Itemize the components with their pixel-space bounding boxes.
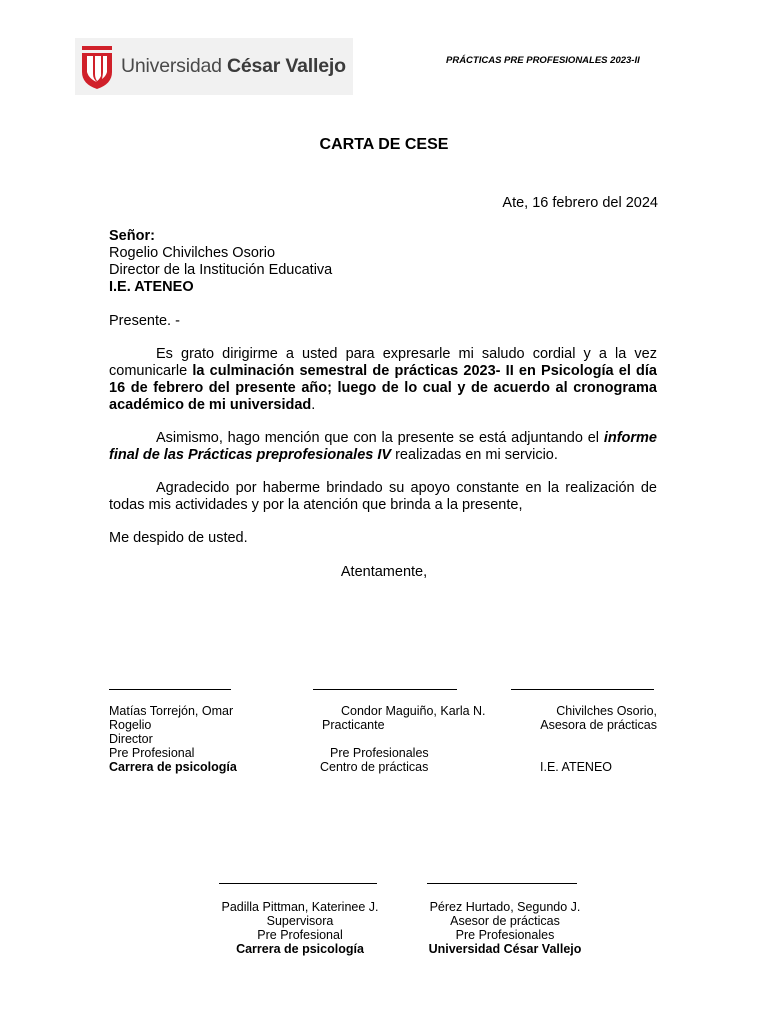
signature-block-practicante-role: Practicante (322, 718, 385, 732)
paragraph-2: Asimismo, hago mención que con la presente se está adjuntando el informe final de las Prácticas preprofesionales IV realizadas en mi servicio. (109, 430, 657, 463)
closing-line: Me despido de usted. (109, 530, 248, 546)
signature-block-asesora-org: I.E. ATENEO (540, 760, 613, 774)
university-logo (75, 38, 353, 95)
salutation: Señor: (109, 228, 155, 244)
signature-line-2 (313, 689, 457, 690)
signature-line-5 (427, 883, 577, 884)
signature-line-1 (109, 689, 231, 690)
regards-line: Atentamente, (340, 564, 428, 580)
university-shield-icon (81, 44, 113, 90)
paragraph-2-bold-italic: informe final de las Prácticas preprofesionales IV (109, 430, 657, 463)
recipient-name: Rogelio Chivilches Osorio (109, 245, 276, 261)
letter-title: CARTA DE CESE (319, 136, 449, 153)
paragraph-3: Agradecido por haberme brindado su apoyo constante en la realización de todas mis actividades y por la atención que brinda a la presente, (109, 480, 657, 513)
signer-name: Matías Torrejón, Omar (109, 704, 234, 718)
letter-date: Ate, 16 febrero del 2024 (502, 195, 658, 211)
logo-wordmark: Universidad César Vallejo (121, 55, 346, 77)
signer-name: Chivilches Osorio, (556, 704, 657, 718)
signer-name: Pérez Hurtado, Segundo J. (429, 900, 581, 914)
recipient-org: I.E. ATENEO (109, 279, 194, 295)
signature-block-practicante-name: Condor Maguiño, Karla N. (341, 704, 486, 718)
signature-block-asesora: Chivilches Osorio, Asesora de prácticas (540, 704, 657, 732)
recipient-role: Director de la Institución Educativa (109, 262, 333, 278)
signature-block-supervisora: Padilla Pittman, Katerinee J. Supervisora Pre Profesional Carrera de psicología (219, 900, 381, 956)
signature-block-asesor: Pérez Hurtado, Segundo J. Asesor de prácticas Pre Profesionales Universidad César Vallejo (420, 900, 590, 956)
signature-line-3 (511, 689, 654, 690)
signer-name: Padilla Pittman, Katerinee J. (221, 900, 379, 914)
header-practice-label: PRÁCTICAS PRE PROFESIONALES 2023-II (446, 55, 640, 66)
signature-block-director: Matías Torrejón, Omar Rogelio Director Pre Profesional Carrera de psicología (109, 704, 237, 774)
signature-block-practicante-unit: Centro de prácticas (320, 760, 429, 774)
signature-block-practicante-program: Pre Profesionales (330, 746, 429, 760)
presente-line: Presente. - (109, 313, 180, 329)
paragraph-1-bold: la culminación semestral de prácticas 2023- II en Psicología el día 16 de febrero del presente año; luego de lo cual y de acuerdo al cronograma académico de mi universidad (109, 363, 657, 413)
paragraph-1: Es grato dirigirme a usted para expresarle mi saludo cordial y a la vez comunicarle la culminación semestral de prácticas 2023- II en Psicología el día 16 de febrero del presente año; luego de lo cual y de acuerdo al cronograma académico de mi universidad. (109, 346, 657, 413)
signature-line-4 (219, 883, 377, 884)
